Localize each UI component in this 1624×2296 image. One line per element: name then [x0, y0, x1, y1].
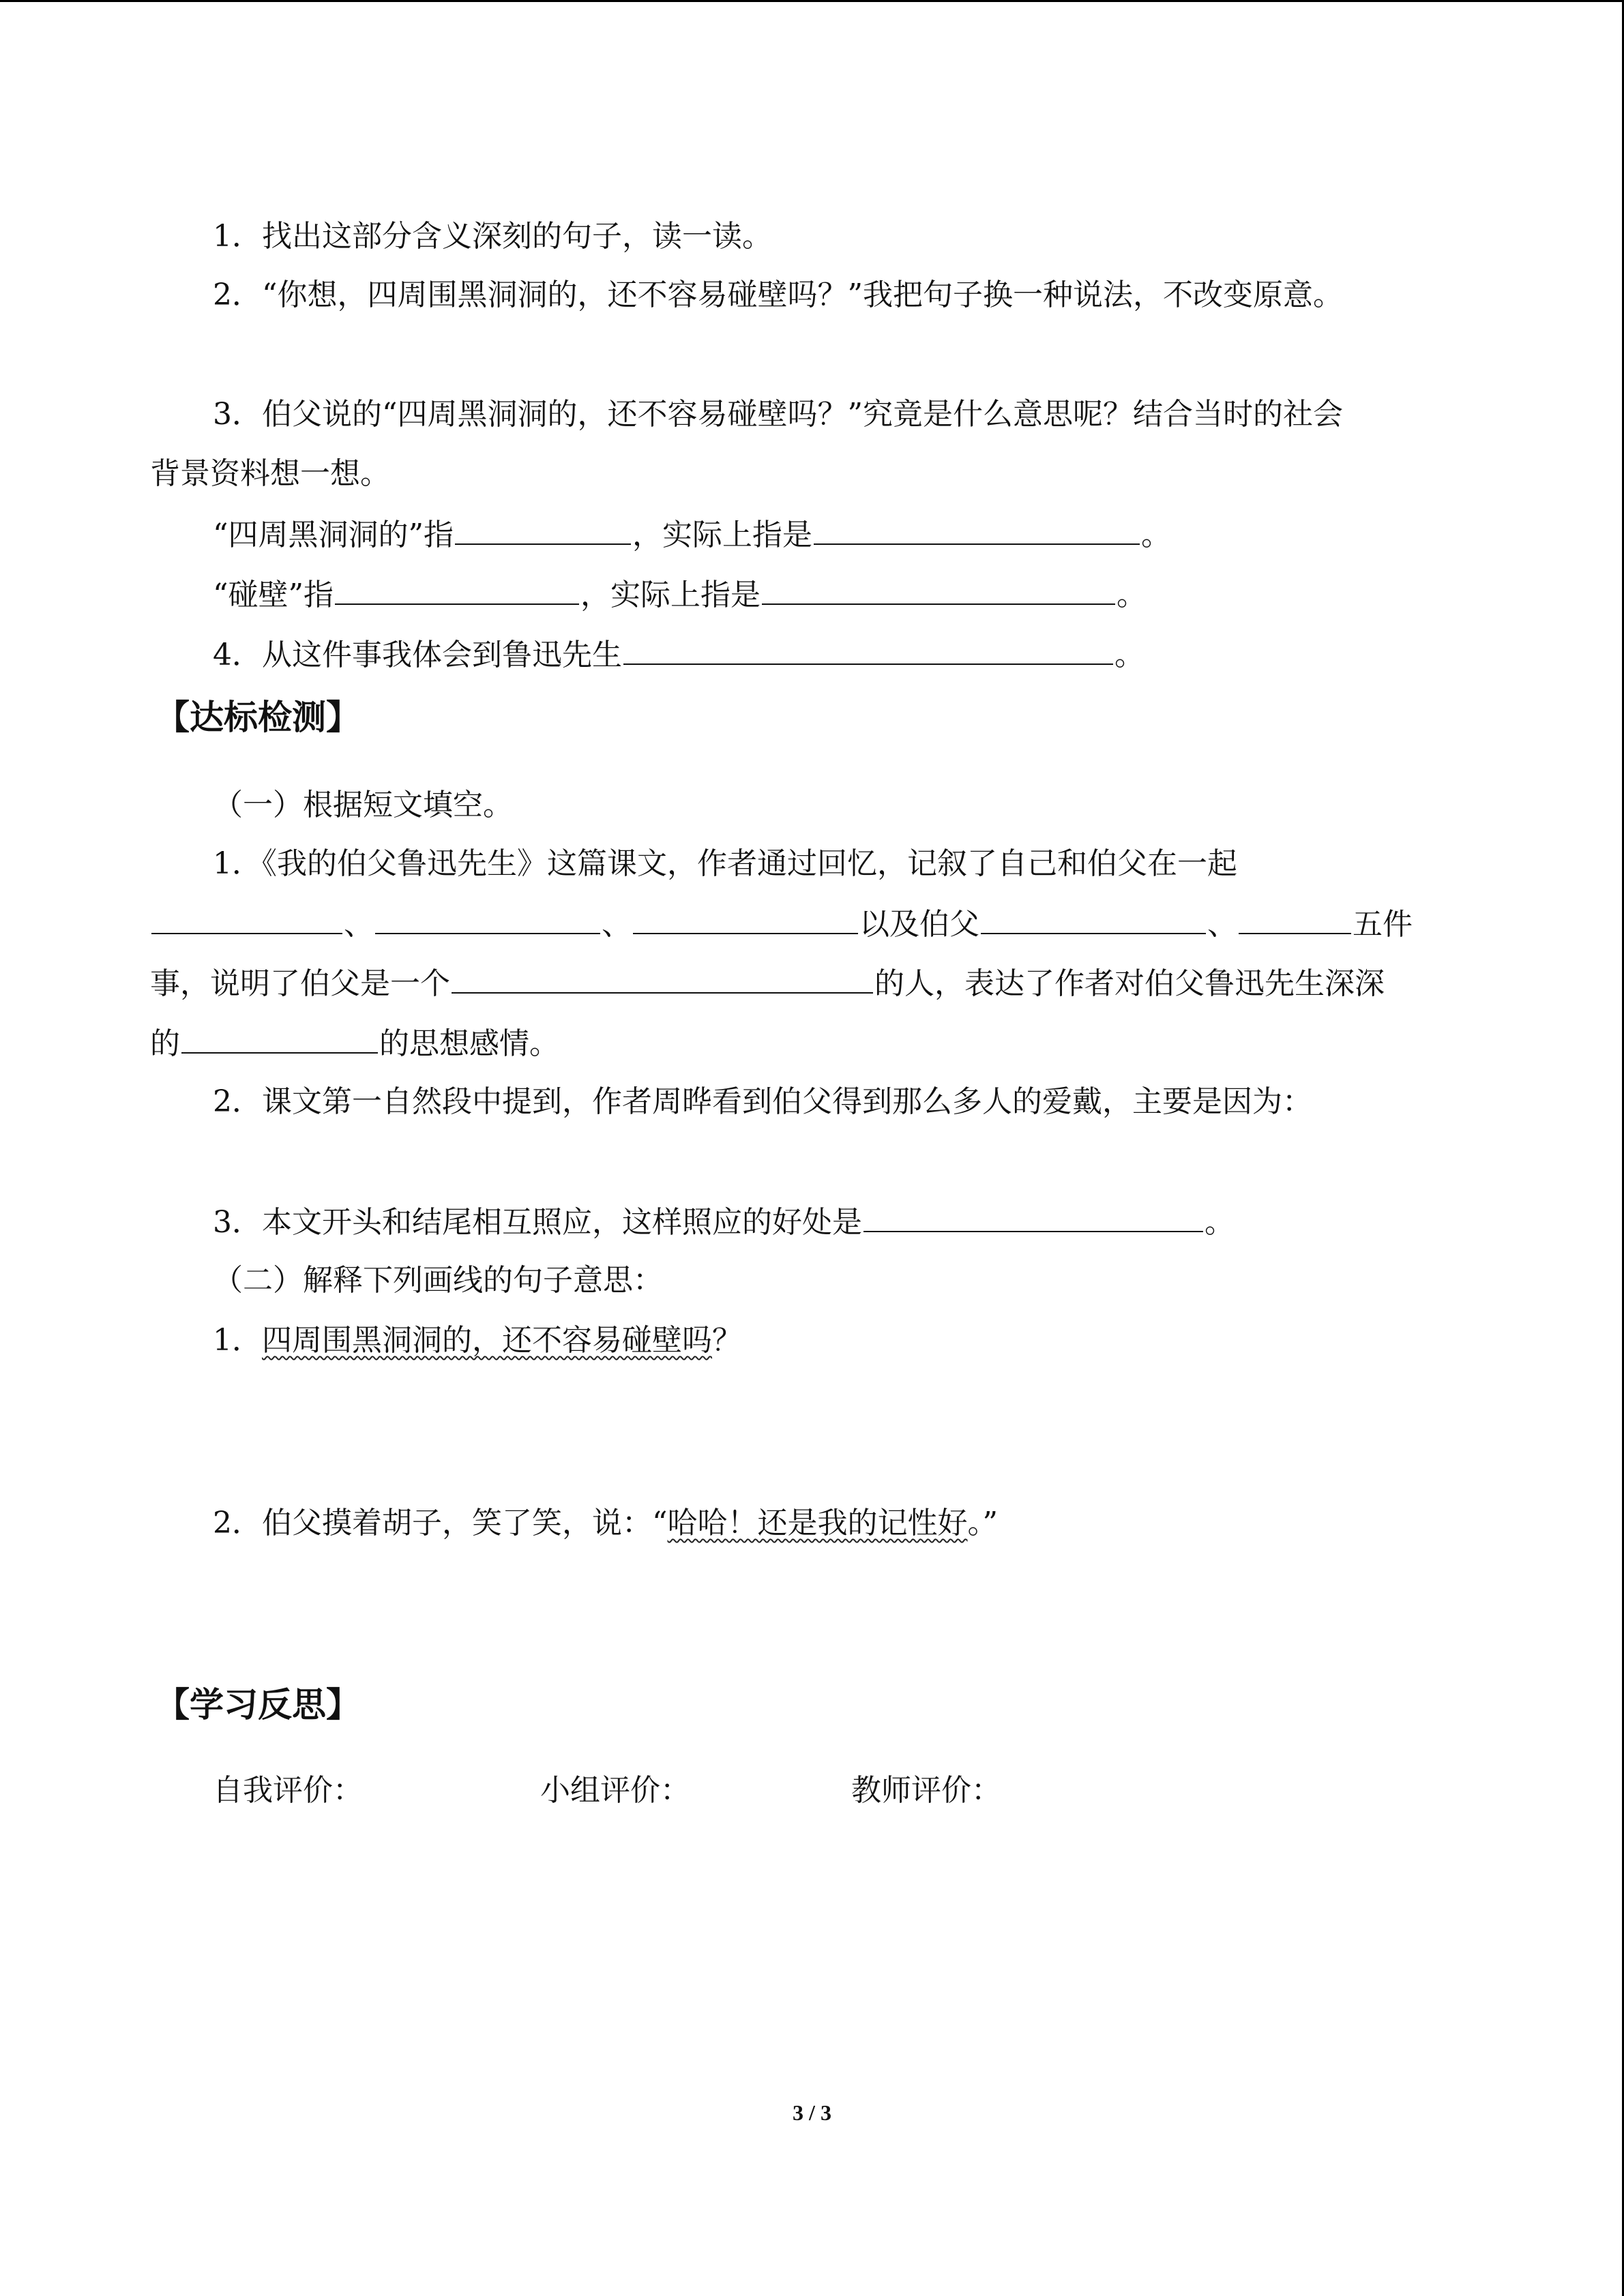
q3b-end: 。 — [1117, 578, 1147, 612]
question-3-line2: 背景资料想一想。 — [150, 456, 390, 491]
fill-question-3 — [213, 1201, 1235, 1243]
q3-prefix: 3．本文开头和结尾相互照应，这样照应的好处是 — [213, 1205, 862, 1240]
section-heading-test: 【达标检测】 — [156, 698, 360, 737]
q1-line3-end: 的人，表达了作者对伯父鲁迅先生深深 — [874, 966, 1385, 1001]
question-1: 1．找出这部分含义深刻的句子，读一读。 — [213, 219, 772, 254]
q3b-prefix: “碰壁”指 — [213, 578, 334, 612]
fill-question-1-line4 — [150, 1022, 559, 1064]
question-3-line1: 3．伯父说的“四周黑洞洞的，还不容易碰壁吗？”究竟是什么意思呢？结合当时的社会 — [213, 397, 1343, 432]
explain-question-2 — [213, 1503, 998, 1544]
q3-end: 。 — [1205, 1205, 1235, 1240]
fill-question-1-line3 — [150, 962, 1385, 1004]
answer-blank[interactable] — [1239, 903, 1351, 934]
fill-question-1-line2 — [150, 903, 1413, 945]
part1-title: （一）根据短文填空。 — [213, 788, 513, 822]
answer-blank[interactable] — [181, 1022, 378, 1054]
q4-end: 。 — [1114, 638, 1145, 672]
e2-prefix: 2．伯父摸着胡子，笑了笑，说：“ — [213, 1506, 668, 1540]
q4-prefix: 4．从这件事我体会到鲁迅先生 — [213, 638, 622, 672]
question-4 — [213, 633, 1145, 676]
q3b-middle: ，实际上指是 — [580, 578, 761, 612]
q3a-end: 。 — [1141, 518, 1171, 552]
question-2: 2．“你想，四周围黑洞洞的，还不容易碰壁吗？”我把句子换一种说法，不改变原意。 — [213, 278, 1343, 312]
answer-blank[interactable] — [452, 962, 873, 994]
underlined-sentence: 哈哈！还是我的记性好 — [667, 1506, 968, 1540]
question-3-blank-b — [213, 573, 1147, 616]
section-heading-reflection: 【学习反思】 — [156, 1685, 360, 1725]
q3a-prefix: “四周黑洞洞的”指 — [213, 518, 454, 552]
group-evaluation-label: 小组评价： — [540, 1773, 690, 1808]
teacher-evaluation-label: 教师评价： — [851, 1773, 1001, 1808]
answer-blank[interactable] — [633, 903, 858, 934]
answer-blank[interactable] — [335, 573, 579, 605]
explain-question-1 — [213, 1320, 742, 1361]
answer-blank[interactable] — [455, 513, 631, 545]
q1-line2-end: 五件 — [1353, 907, 1413, 942]
q1-middle: 以及伯父 — [859, 907, 979, 942]
separator: 、 — [344, 907, 374, 942]
self-evaluation-label: 自我评价： — [213, 1773, 363, 1808]
answer-blank[interactable] — [151, 903, 342, 934]
q3a-middle: ，实际上指是 — [632, 518, 812, 552]
q1-line3-prefix: 事，说明了伯父是一个 — [150, 966, 450, 1001]
answer-blank[interactable] — [762, 573, 1115, 605]
answer-blank[interactable] — [863, 1201, 1203, 1232]
part2-title: （二）解释下列画线的句子意思： — [213, 1263, 663, 1298]
page-number: 3 / 3 — [793, 2100, 831, 2125]
fill-question-2: 2．课文第一自然段中提到，作者周晔看到伯父得到那么多人的爱戴，主要是因为： — [213, 1084, 1312, 1119]
q1-line4-end: 的思想感情。 — [379, 1026, 559, 1061]
fill-question-1-line1: 1．《我的伯父鲁迅先生》这篇课文，作者通过回忆，记叙了自己和伯父在一起 — [213, 846, 1237, 881]
underlined-sentence: 四周围黑洞洞的，还不容易碰壁吗 — [262, 1323, 712, 1358]
answer-blank[interactable] — [623, 633, 1113, 665]
separator: 、 — [602, 907, 632, 942]
e1-end: ？ — [712, 1323, 742, 1358]
answer-blank[interactable] — [814, 513, 1140, 545]
e2-end: 。” — [967, 1506, 998, 1540]
answer-blank[interactable] — [375, 903, 600, 934]
separator: 、 — [1207, 907, 1237, 942]
question-3-blank-a — [213, 513, 1171, 556]
q1-line4-prefix: 的 — [150, 1026, 180, 1061]
answer-blank[interactable] — [981, 903, 1206, 934]
e1-number: 1． — [213, 1323, 262, 1358]
